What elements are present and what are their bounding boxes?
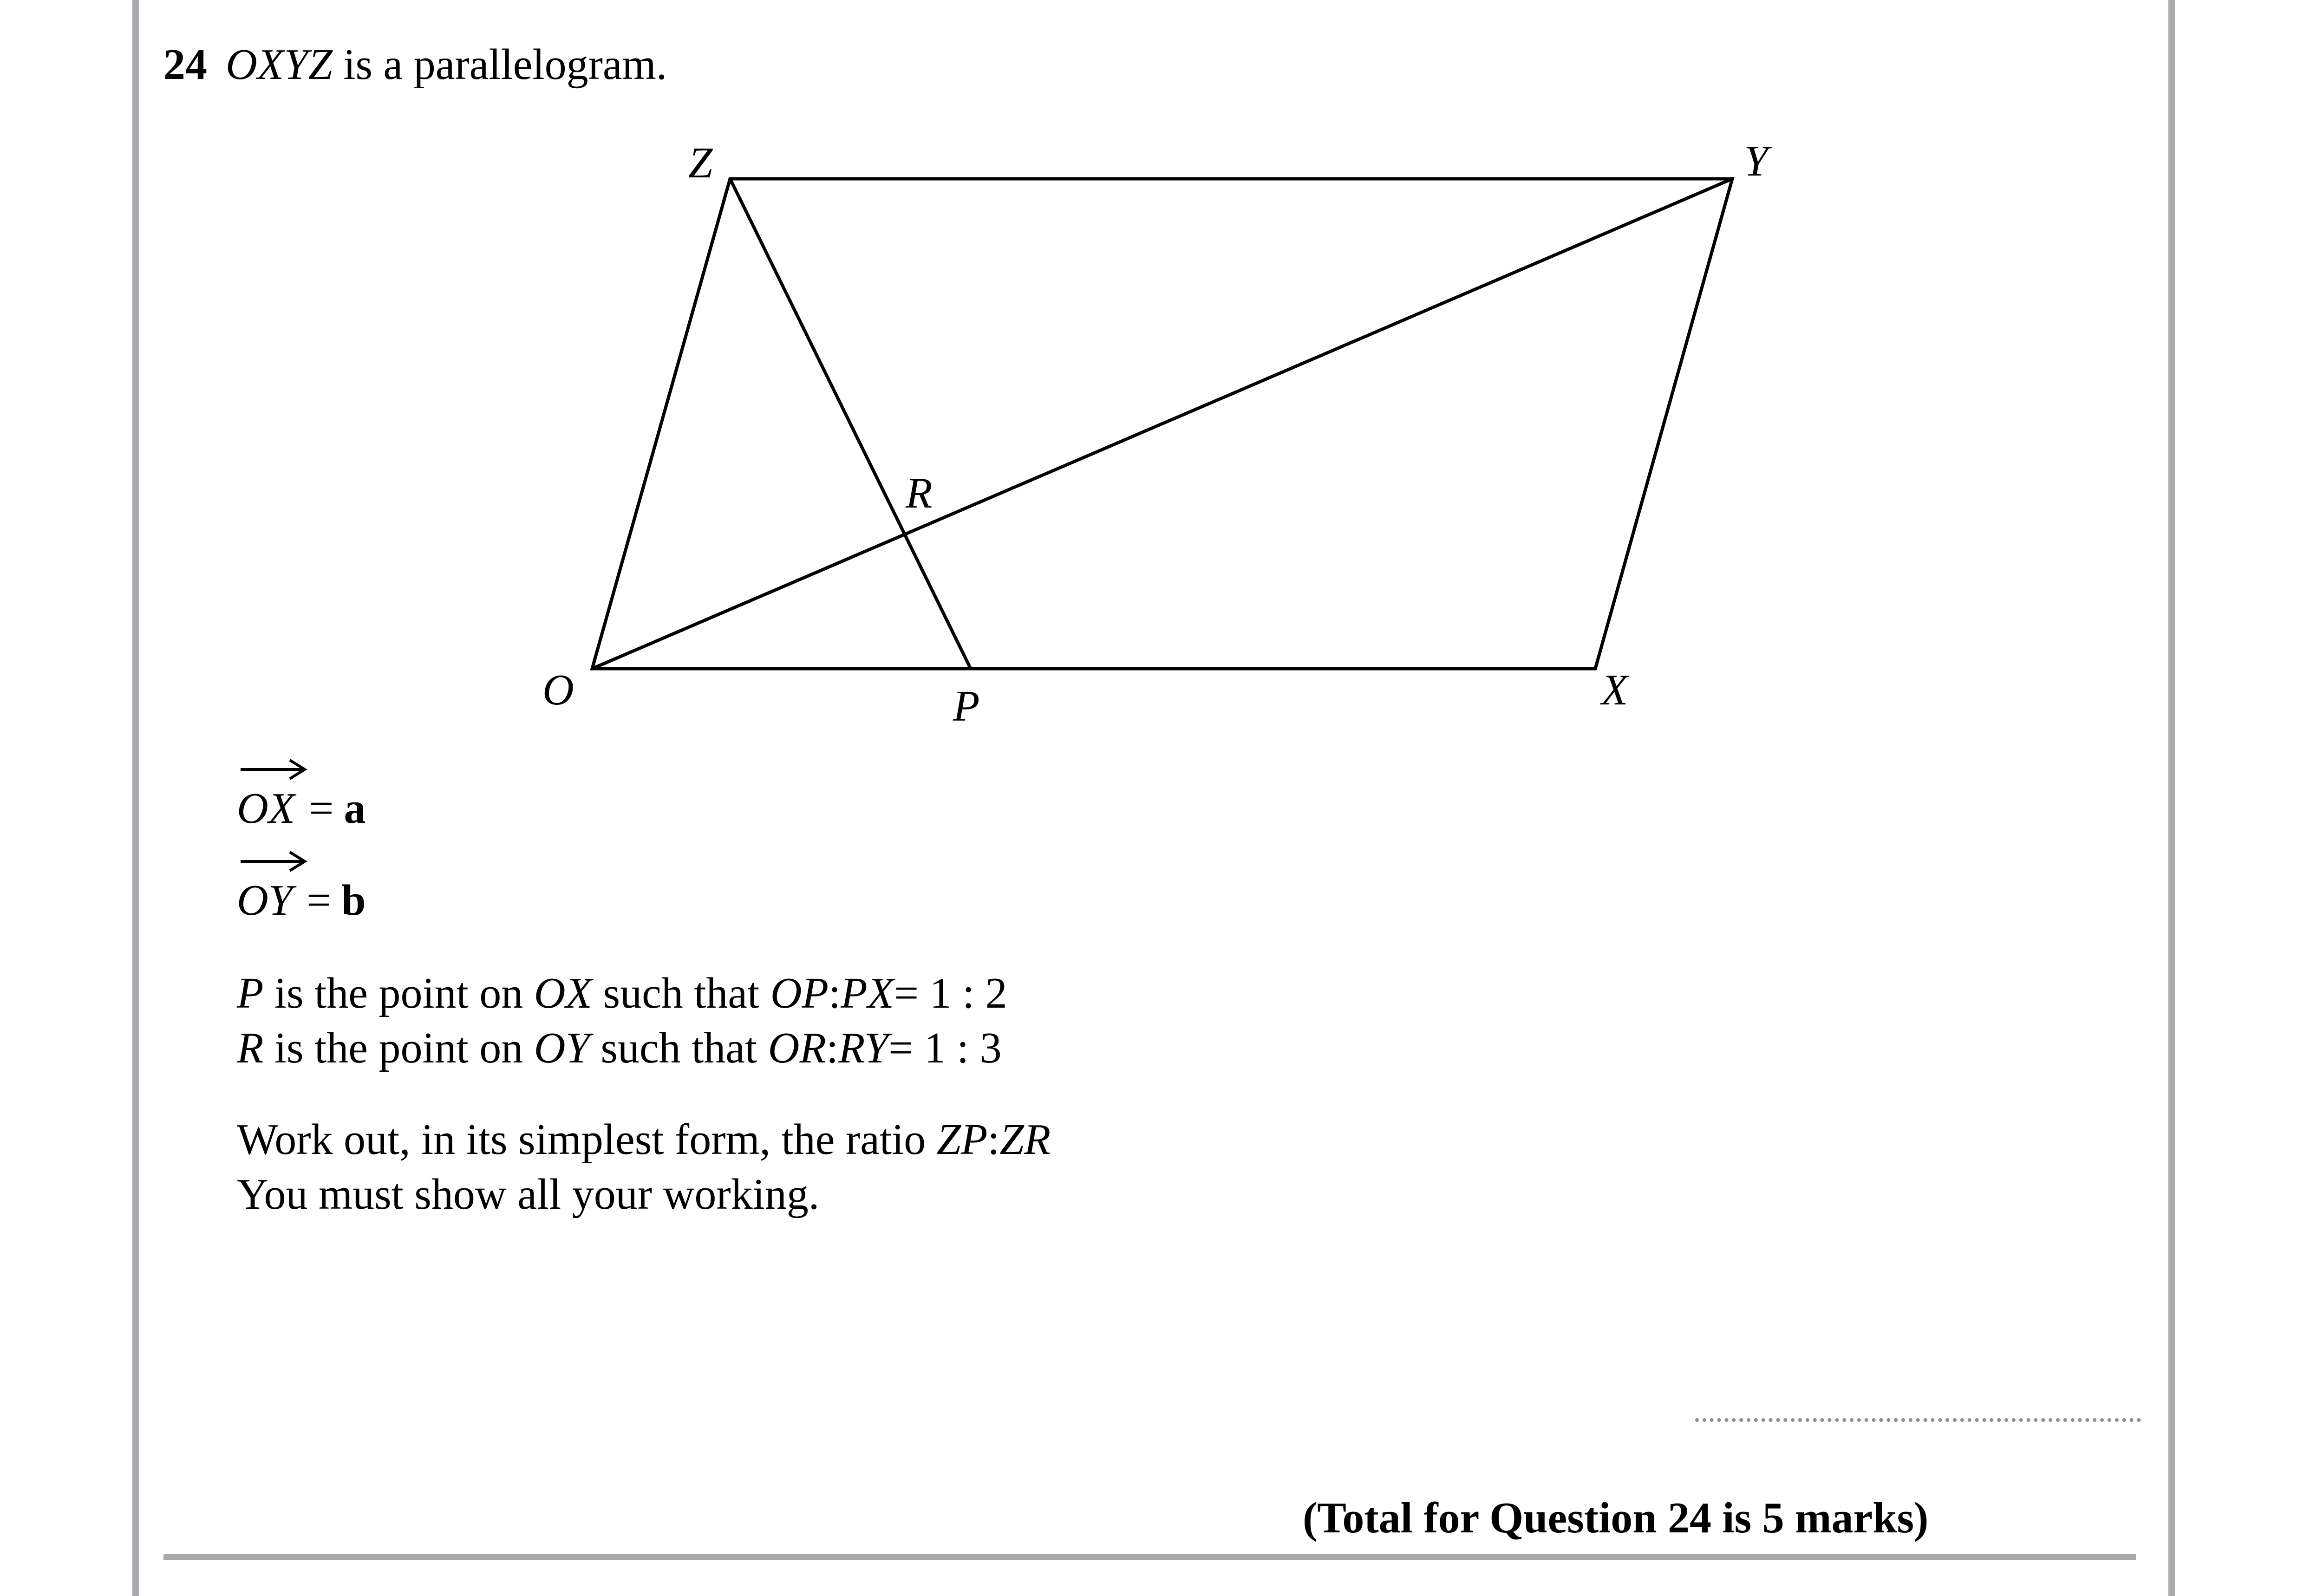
total-marks: (Total for Question 24 is 5 marks) xyxy=(1303,1494,1929,1542)
instruction-line-2: You must show all your working. xyxy=(237,1170,820,1218)
vector-ox-label: OX xyxy=(237,784,295,833)
vector-ox-equals: = xyxy=(309,784,334,833)
instruction-line-1: Work out, in its simplest form, the ratio ZP:ZR xyxy=(237,1115,1051,1164)
point-conditions xyxy=(237,966,1007,1075)
vertex-label-z: Z xyxy=(688,139,713,187)
diagonal-oy xyxy=(592,179,1732,669)
point-label-r: R xyxy=(906,469,933,517)
bottom-rule xyxy=(163,1554,2136,1560)
answer-line[interactable] xyxy=(1695,1418,2141,1422)
parallelogram-diagram xyxy=(0,0,2304,743)
vector-oy-name xyxy=(237,877,293,925)
vector-ox-name xyxy=(237,785,295,833)
vector-oy-equals: = xyxy=(307,876,332,925)
vector-oy-definition xyxy=(237,877,366,925)
question-number: 24 xyxy=(163,40,207,89)
vector-oy-label: OY xyxy=(237,876,293,925)
question-intro-text: is a parallelogram. xyxy=(343,40,667,89)
point-label-p: P xyxy=(953,682,980,730)
vertex-label-o: O xyxy=(542,666,574,714)
condition-r: R is the point on OY such that OR:RY= 1 : 3 xyxy=(237,1024,1002,1072)
shape-name: OXYZ xyxy=(226,40,333,89)
vector-ox-definition xyxy=(237,785,366,833)
question-instructions xyxy=(237,1112,1051,1222)
right-arrow-icon xyxy=(239,850,308,873)
vertex-label-y: Y xyxy=(1744,137,1769,185)
right-arrow-icon xyxy=(239,758,308,781)
vector-ox-value: a xyxy=(344,784,366,833)
condition-p: P is the point on OX such that OP:PX= 1 : 2 xyxy=(237,969,1007,1017)
vertex-label-x: X xyxy=(1601,666,1628,714)
vector-oy-value: b xyxy=(341,876,366,925)
